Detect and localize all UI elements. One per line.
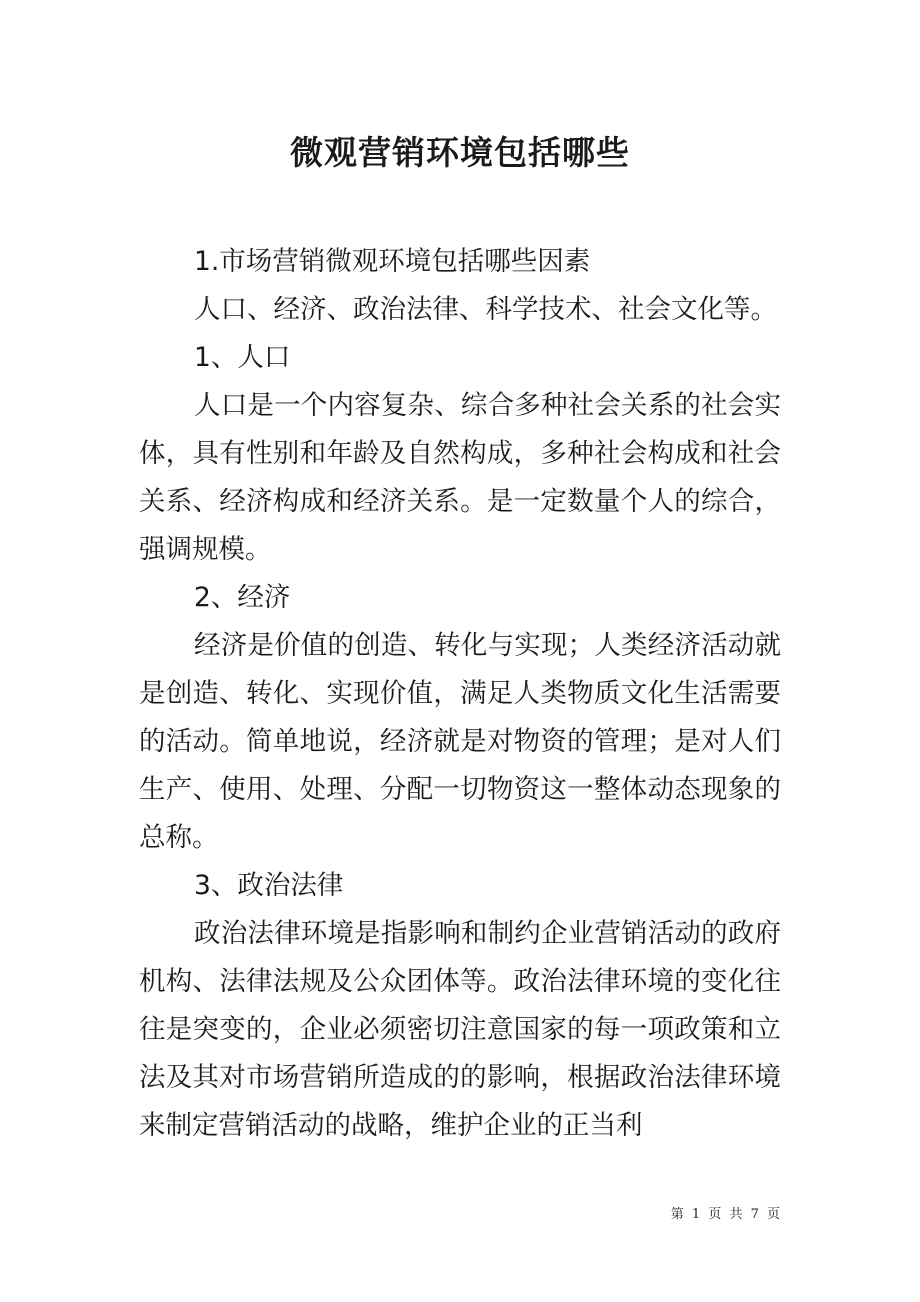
document-body [139,238,781,1150]
paragraph-population: 人口是一个内容复杂、综合多种社会关系的社会实体，具有性别和年龄及自然构成，多种社会构成和社会关系、经济构成和经济关系。是一定数量个人的综合，强调规模。 [139,390,781,565]
page-number-footer: 第 1 页 共 7 页 [670,1207,780,1222]
section-heading-population: 1、人口 [194,342,291,373]
paragraph-politics-law: 政治法律环境是指影响和制约企业营销活动的政府机构、法律法规及公众团体等。政治法律环境的变化往往是突变的，企业必须密切注意国家的每一项政策和立法及其对市场营销所造成的的影响，根据政治法律环境来制定营销活动的战略，维护企业的正当利 [139,918,781,1141]
paragraph-factors-list: 人口、经济、政治法律、科学技术、社会文化等。 [194,294,777,325]
section-heading-factors: 1.市场营销微观环境包括哪些因素 [194,246,591,277]
section-heading-politics-law: 3、政治法律 [194,870,344,901]
paragraph-economy: 经济是价值的创造、转化与实现；人类经济活动就是创造、转化、实现价值，满足人类物质文化生活需要的活动。简单地说，经济就是对物资的管理；是对人们生产、使用、处理、分配一切物资这一整体动态现象的总称。 [139,630,781,853]
document-title: 微观营销环境包括哪些 [290,133,630,172]
section-heading-economy: 2、经济 [194,582,291,613]
